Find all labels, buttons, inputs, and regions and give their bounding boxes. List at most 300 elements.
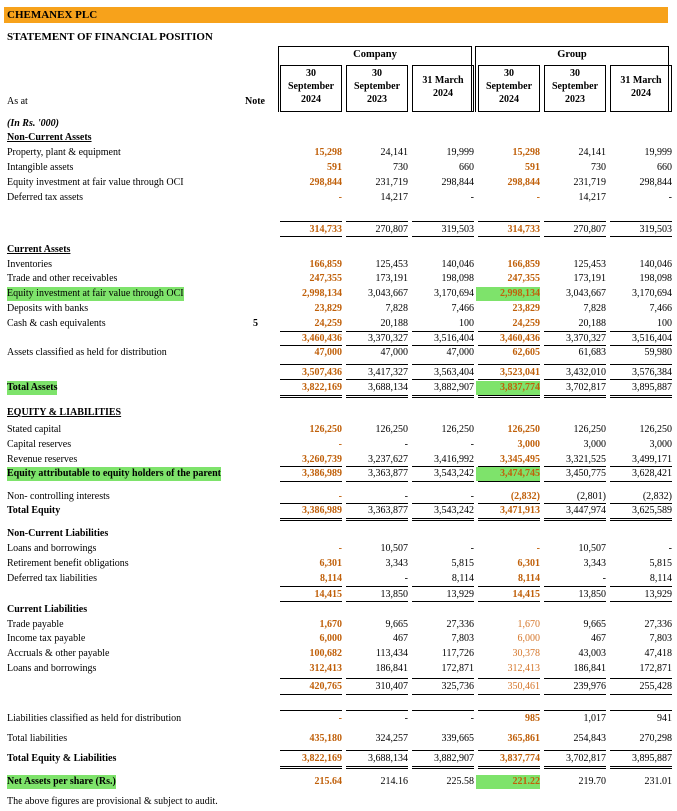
- cell-group-sep-2024: 3,474,745: [476, 467, 540, 481]
- cell-company-sep-2024: 14,415: [314, 589, 342, 600]
- cell-group-mar-2024: 47,418: [644, 648, 672, 659]
- total-rule: [610, 766, 672, 769]
- subtotal-rule: [478, 379, 540, 380]
- subtotal-rule: [280, 331, 342, 332]
- cell-company-sep-2024: 6,301: [319, 558, 342, 569]
- cell-group-mar-2024: 3,000: [649, 439, 672, 450]
- cell-company-mar-2024: 7,803: [451, 633, 474, 644]
- cell-company-mar-2024: 198,098: [441, 273, 474, 284]
- cell-company-sep-2024: 247,355: [309, 273, 342, 284]
- cell-company-sep-2024: -: [338, 192, 342, 203]
- subtotal-rule: [610, 678, 672, 679]
- note-column-header: Note: [245, 96, 265, 107]
- cell-company-sep-2024: 166,859: [309, 259, 342, 270]
- cell-group-mar-2024: 7,803: [649, 633, 672, 644]
- cell-company-sep-2023: 467: [393, 633, 408, 644]
- statement-title: STATEMENT OF FINANCIAL POSITION: [7, 31, 213, 43]
- subtotal-rule: [412, 601, 474, 602]
- subtotal-rule: [346, 678, 408, 679]
- subtotal-rule: [478, 710, 540, 711]
- cell-group-sep-2023: 3,370,327: [566, 333, 606, 344]
- cell-group-mar-2024: 198,098: [639, 273, 672, 284]
- subtotal-rule: [610, 364, 672, 365]
- subtotal-rule: [610, 379, 672, 380]
- cell-group-mar-2024: 298,844: [639, 177, 672, 188]
- cell-company-sep-2024: 100,682: [309, 648, 342, 659]
- subtotal-rule: [478, 331, 540, 332]
- subtotal-rule: [280, 466, 342, 467]
- company-mar-2024-header-l1: 31 March: [422, 75, 464, 86]
- cell-group-sep-2024: 3,460,436: [500, 333, 540, 344]
- total-rule: [544, 766, 606, 769]
- cell-group-sep-2024: (2,832): [510, 491, 540, 502]
- cell-company-sep-2023: 730: [393, 162, 408, 173]
- cell-group-mar-2024: 7,466: [649, 303, 672, 314]
- subtotal-rule: [412, 221, 474, 222]
- cell-group-sep-2024: 30,378: [512, 648, 540, 659]
- subtotal-rule: [280, 221, 342, 222]
- cell-company-sep-2024: 3,386,989: [302, 505, 342, 516]
- cell-company-sep-2024: 3,260,739: [302, 454, 342, 465]
- subtotal-rule: [412, 345, 474, 346]
- total-rule: [478, 766, 540, 769]
- cell-company-sep-2024: 8,114: [320, 573, 342, 584]
- row-label: Trade and other receivables: [7, 273, 118, 284]
- cell-company-mar-2024: 47,000: [446, 347, 474, 358]
- row-label: (In Rs. '000): [7, 118, 59, 129]
- subtotal-rule: [478, 678, 540, 679]
- total-rule: [412, 518, 474, 521]
- cell-company-sep-2024: 312,413: [309, 663, 342, 674]
- cell-group-sep-2023: 24,141: [578, 147, 606, 158]
- row-label: Current Liabilities: [7, 604, 88, 615]
- row-label: EQUITY & LIABILITIES: [7, 407, 122, 418]
- cell-company-mar-2024: 13,929: [446, 589, 474, 600]
- cell-company-sep-2024: -: [338, 713, 342, 724]
- cell-company-sep-2024: 3,507,436: [302, 367, 342, 378]
- subtotal-rule: [544, 710, 606, 711]
- subtotal-rule: [412, 466, 474, 467]
- cell-company-sep-2023: 3,417,327: [368, 367, 408, 378]
- cell-company-sep-2024: 47,000: [314, 347, 342, 358]
- cell-group-sep-2024: 6,301: [517, 558, 540, 569]
- cell-group-sep-2023: 3,450,775: [566, 468, 606, 479]
- cell-group-sep-2023: 13,850: [578, 589, 606, 600]
- subtotal-rule: [346, 345, 408, 346]
- cell-group-sep-2023: 126,250: [573, 424, 606, 435]
- total-rule: [346, 518, 408, 521]
- subtotal-rule: [346, 379, 408, 380]
- subtotal-rule: [610, 345, 672, 346]
- cell-group-sep-2023: 270,807: [573, 224, 606, 235]
- cell-company-sep-2023: 10,507: [380, 543, 408, 554]
- cell-group-mar-2024: -: [668, 543, 672, 554]
- company-banner: [4, 7, 668, 23]
- cell-group-sep-2023: (2,801): [576, 491, 606, 502]
- cell-company-sep-2023: 7,828: [385, 303, 408, 314]
- subtotal-rule: [280, 236, 342, 237]
- cell-company-mar-2024: 140,046: [441, 259, 474, 270]
- cell-company-sep-2023: 173,191: [375, 273, 408, 284]
- cell-company-sep-2024: 1,670: [319, 619, 342, 630]
- row-label: Capital reserves: [7, 439, 72, 450]
- cell-group-sep-2023: 9,665: [583, 619, 606, 630]
- cell-group-sep-2023: 3,343: [583, 558, 606, 569]
- subtotal-rule: [280, 750, 342, 751]
- cell-group-sep-2023: 3,702,817: [566, 382, 606, 393]
- cell-group-mar-2024: 3,170,694: [632, 288, 672, 299]
- cell-company-sep-2024: 435,180: [309, 733, 342, 744]
- cell-group-sep-2023: 254,843: [573, 733, 606, 744]
- total-rule: [478, 518, 540, 521]
- cell-group-sep-2023: 186,841: [573, 663, 606, 674]
- total-rule: [478, 395, 540, 398]
- subtotal-rule: [280, 503, 342, 504]
- cell-company-mar-2024: 117,726: [441, 648, 474, 659]
- cell-group-mar-2024: 5,815: [649, 558, 672, 569]
- subtotal-rule: [412, 586, 474, 587]
- row-label: Loans and borrowings: [7, 663, 97, 674]
- cell-group-mar-2024: 59,980: [644, 347, 672, 358]
- total-rule: [610, 395, 672, 398]
- cell-company-sep-2023: 3,363,877: [368, 505, 408, 516]
- row-label: Accruals & other payable: [7, 648, 110, 659]
- cell-group-mar-2024: 13,929: [644, 589, 672, 600]
- subtotal-rule: [610, 586, 672, 587]
- cell-group-mar-2024: 3,516,404: [632, 333, 672, 344]
- cell-group-sep-2024: 314,733: [507, 224, 540, 235]
- cell-company-sep-2024: 15,298: [314, 147, 342, 158]
- cell-group-sep-2023: 3,321,525: [566, 454, 606, 465]
- subtotal-rule: [544, 750, 606, 751]
- subtotal-rule: [478, 601, 540, 602]
- cell-group-sep-2024: 365,861: [507, 733, 540, 744]
- cell-group-sep-2024: 2,998,134: [476, 287, 540, 301]
- cell-group-sep-2024: 3,837,774: [476, 381, 540, 395]
- row-label: Non-Current Liabilities: [7, 528, 109, 539]
- subtotal-rule: [478, 466, 540, 467]
- cell-group-sep-2023: 125,453: [573, 259, 606, 270]
- cell-company-sep-2024: 3,460,436: [302, 333, 342, 344]
- company-sep-2024-header-l3: 2024: [301, 94, 321, 105]
- group-sep-2023-header-l2: September: [551, 81, 599, 92]
- cell-group-sep-2023: -: [602, 573, 606, 584]
- cell-group-mar-2024: 100: [657, 318, 672, 329]
- cell-company-sep-2023: 113,434: [375, 648, 408, 659]
- cell-group-sep-2023: 467: [591, 633, 606, 644]
- subtotal-rule: [478, 750, 540, 751]
- total-rule: [280, 518, 342, 521]
- cell-company-mar-2024: 3,170,694: [434, 288, 474, 299]
- cell-group-sep-2024: -: [536, 543, 540, 554]
- row-label: Equity investment at fair value through OCI: [7, 177, 184, 188]
- cell-company-sep-2023: 126,250: [375, 424, 408, 435]
- subtotal-rule: [412, 481, 474, 482]
- subtotal-rule: [544, 481, 606, 482]
- cell-company-mar-2024: 3,882,907: [434, 753, 474, 764]
- cell-group-sep-2024: 3,471,913: [500, 505, 540, 516]
- row-label: Inventories: [7, 259, 52, 270]
- cell-company-mar-2024: -: [470, 439, 474, 450]
- cell-company-sep-2023: -: [404, 573, 408, 584]
- cell-company-sep-2023: 231,719: [375, 177, 408, 188]
- row-label: Deferred tax liabilities: [7, 573, 97, 584]
- cell-group-mar-2024: -: [668, 192, 672, 203]
- subtotal-rule: [346, 236, 408, 237]
- subtotal-rule: [412, 710, 474, 711]
- subtotal-rule: [610, 331, 672, 332]
- cell-group-sep-2024: 8,114: [518, 573, 540, 584]
- cell-company-sep-2023: 3,363,877: [368, 468, 408, 479]
- cell-group-sep-2024: 591: [525, 162, 540, 173]
- row-label: Total Assets: [7, 382, 58, 393]
- cell-group-sep-2023: 3,000: [583, 439, 606, 450]
- subtotal-rule: [544, 236, 606, 237]
- subtotal-rule: [280, 678, 342, 679]
- cell-company-mar-2024: 325,736: [441, 681, 474, 692]
- total-rule: [544, 395, 606, 398]
- subtotal-rule: [280, 481, 342, 482]
- group-group-label: Group: [557, 49, 587, 60]
- footer-disclaimer: The above figures are provisional & subject to audit.: [7, 796, 218, 807]
- cell-group-sep-2024: 247,355: [507, 273, 540, 284]
- cell-group-sep-2023: 3,043,667: [566, 288, 606, 299]
- cell-company-sep-2023: 3,343: [385, 558, 408, 569]
- cell-group-sep-2024: 126,250: [507, 424, 540, 435]
- cell-company-sep-2023: 186,841: [375, 663, 408, 674]
- subtotal-rule: [346, 750, 408, 751]
- row-label: Retirement benefit obligations: [7, 558, 129, 569]
- subtotal-rule: [280, 710, 342, 711]
- cell-group-sep-2024: 23,829: [512, 303, 540, 314]
- cell-group-mar-2024: 8,114: [649, 573, 672, 584]
- cell-company-mar-2024: 19,999: [446, 147, 474, 158]
- cell-company-sep-2023: 20,188: [380, 318, 408, 329]
- cell-group-sep-2023: 730: [591, 162, 606, 173]
- cell-group-mar-2024: 140,046: [639, 259, 672, 270]
- cell-group-sep-2023: 14,217: [578, 192, 606, 203]
- subtotal-rule: [478, 221, 540, 222]
- cell-company-sep-2024: 591: [327, 162, 342, 173]
- company-mar-2024-header-l2: 2024: [433, 88, 453, 99]
- cell-group-sep-2023: 10,507: [578, 543, 606, 554]
- row-label: Deferred tax assets: [7, 192, 84, 203]
- total-rule: [412, 395, 474, 398]
- subtotal-rule: [346, 466, 408, 467]
- cell-company-mar-2024: -: [470, 192, 474, 203]
- group-sep-2024-header-l2: September: [485, 81, 533, 92]
- cell-company-sep-2024: 3,386,989: [302, 468, 342, 479]
- subtotal-rule: [412, 364, 474, 365]
- total-rule: [280, 766, 342, 769]
- subtotal-rule: [412, 678, 474, 679]
- cell-company-sep-2023: 125,453: [375, 259, 408, 270]
- row-label: Deposits with banks: [7, 303, 89, 314]
- cell-group-sep-2024: 14,415: [512, 589, 540, 600]
- subtotal-rule: [346, 586, 408, 587]
- cell-group-sep-2024: 166,859: [507, 259, 540, 270]
- cell-company-sep-2023: -: [404, 713, 408, 724]
- cell-group-sep-2023: 1,017: [583, 713, 606, 724]
- subtotal-rule: [346, 503, 408, 504]
- row-label: Equity attributable to equity holders of the parent: [7, 468, 221, 479]
- cell-company-mar-2024: -: [470, 543, 474, 554]
- row-label: Loans and borrowings: [7, 543, 97, 554]
- cell-company-mar-2024: 5,815: [451, 558, 474, 569]
- cell-company-sep-2023: 13,850: [380, 589, 408, 600]
- row-label: Revenue reserves: [7, 454, 78, 465]
- subtotal-rule: [478, 236, 540, 237]
- subtotal-rule: [544, 221, 606, 222]
- cell-group-sep-2024: 3,523,041: [500, 367, 540, 378]
- cell-company-sep-2023: 310,407: [375, 681, 408, 692]
- subtotal-rule: [346, 364, 408, 365]
- cell-company-mar-2024: 7,466: [451, 303, 474, 314]
- subtotal-rule: [412, 331, 474, 332]
- cell-company-mar-2024: -: [470, 491, 474, 502]
- cell-group-sep-2024: 312,413: [507, 663, 540, 674]
- group-sep-2024-header-l1: 30: [504, 68, 514, 79]
- cell-company-sep-2023: 3,688,134: [368, 382, 408, 393]
- cell-group-sep-2024: 298,844: [507, 177, 540, 188]
- row-label: Liabilities classified as held for distribution: [7, 713, 182, 724]
- row-note: 5: [253, 318, 258, 329]
- subtotal-rule: [544, 503, 606, 504]
- subtotal-rule: [544, 601, 606, 602]
- cell-group-sep-2023: 239,976: [573, 681, 606, 692]
- cell-company-sep-2024: 2,998,134: [302, 288, 342, 299]
- company-sep-2024-header-l2: September: [287, 81, 335, 92]
- cell-group-sep-2024: 221.22: [476, 775, 540, 789]
- cell-group-mar-2024: 3,895,887: [632, 753, 672, 764]
- cell-group-mar-2024: 126,250: [639, 424, 672, 435]
- cell-company-mar-2024: 100: [459, 318, 474, 329]
- row-label: Stated capital: [7, 424, 62, 435]
- cell-company-mar-2024: 3,543,242: [434, 468, 474, 479]
- subtotal-rule: [610, 221, 672, 222]
- company-sep-2023-header-l1: 30: [372, 68, 382, 79]
- cell-company-sep-2023: 14,217: [380, 192, 408, 203]
- cell-company-mar-2024: 3,516,404: [434, 333, 474, 344]
- company-sep-2024-header-l1: 30: [306, 68, 316, 79]
- group-mar-2024-header-l1: 31 March: [620, 75, 662, 86]
- total-rule: [610, 518, 672, 521]
- cell-company-mar-2024: 126,250: [441, 424, 474, 435]
- cell-company-sep-2024: 3,822,169: [302, 753, 342, 764]
- cell-company-mar-2024: 27,336: [446, 619, 474, 630]
- cell-group-mar-2024: 231.01: [644, 776, 672, 787]
- subtotal-rule: [478, 345, 540, 346]
- subtotal-rule: [610, 710, 672, 711]
- cell-group-mar-2024: 27,336: [644, 619, 672, 630]
- cell-group-sep-2023: 3,447,974: [566, 505, 606, 516]
- subtotal-rule: [412, 379, 474, 380]
- subtotal-rule: [544, 678, 606, 679]
- row-label: Total liabilities: [7, 733, 68, 744]
- group-sep-2023-header-l3: 2023: [565, 94, 585, 105]
- row-label: Trade payable: [7, 619, 64, 630]
- subtotal-rule: [610, 694, 672, 695]
- cell-group-sep-2023: 219.70: [578, 776, 606, 787]
- cell-group-sep-2024: 350,461: [507, 681, 540, 692]
- cell-company-sep-2023: 24,141: [380, 147, 408, 158]
- subtotal-rule: [346, 694, 408, 695]
- subtotal-rule: [610, 236, 672, 237]
- subtotal-rule: [544, 364, 606, 365]
- cell-company-sep-2024: -: [338, 491, 342, 502]
- subtotal-rule: [544, 586, 606, 587]
- cell-company-mar-2024: 3,882,907: [434, 382, 474, 393]
- total-rule: [346, 766, 408, 769]
- cell-company-mar-2024: 660: [459, 162, 474, 173]
- subtotal-rule: [610, 750, 672, 751]
- total-rule: [346, 395, 408, 398]
- cell-group-sep-2024: 62,605: [512, 347, 540, 358]
- cell-company-sep-2023: -: [404, 439, 408, 450]
- cell-group-mar-2024: 3,895,887: [632, 382, 672, 393]
- subtotal-rule: [610, 503, 672, 504]
- cell-group-mar-2024: 319,503: [639, 224, 672, 235]
- cell-group-mar-2024: 255,428: [639, 681, 672, 692]
- row-label: Total Equity & Liabilities: [7, 753, 117, 764]
- company-sep-2023-header-l2: September: [353, 81, 401, 92]
- cell-company-sep-2023: 47,000: [380, 347, 408, 358]
- cell-company-mar-2024: 339,665: [441, 733, 474, 744]
- cell-group-mar-2024: 19,999: [644, 147, 672, 158]
- group-sep-2023-header-l1: 30: [570, 68, 580, 79]
- group-sep-2024-header-l3: 2024: [499, 94, 519, 105]
- cell-group-sep-2024: 3,345,495: [500, 454, 540, 465]
- cell-group-mar-2024: 3,499,171: [632, 454, 672, 465]
- total-rule: [412, 766, 474, 769]
- row-label: Cash & cash equivalents: [7, 318, 106, 329]
- cell-group-sep-2024: 3,837,774: [500, 753, 540, 764]
- cell-company-sep-2023: -: [404, 491, 408, 502]
- total-rule: [280, 395, 342, 398]
- subtotal-rule: [280, 601, 342, 602]
- cell-company-sep-2024: -: [338, 439, 342, 450]
- cell-company-sep-2024: 298,844: [309, 177, 342, 188]
- subtotal-rule: [280, 364, 342, 365]
- row-label: Current Assets: [7, 244, 71, 255]
- cell-company-sep-2024: 3,822,169: [302, 382, 342, 393]
- row-label: Total Equity: [7, 505, 61, 516]
- subtotal-rule: [544, 345, 606, 346]
- subtotal-rule: [478, 694, 540, 695]
- subtotal-rule: [346, 601, 408, 602]
- row-label: Non- controlling interests: [7, 491, 110, 502]
- cell-group-sep-2023: 61,683: [578, 347, 606, 358]
- cell-group-sep-2024: 6,000: [517, 633, 540, 644]
- cell-company-sep-2024: 23,829: [314, 303, 342, 314]
- cell-company-sep-2023: 270,807: [375, 224, 408, 235]
- subtotal-rule: [478, 503, 540, 504]
- cell-group-mar-2024: 3,576,384: [632, 367, 672, 378]
- subtotal-rule: [544, 466, 606, 467]
- cell-group-mar-2024: 270,298: [639, 733, 672, 744]
- row-label: Income tax payable: [7, 633, 86, 644]
- subtotal-rule: [346, 331, 408, 332]
- cell-group-sep-2024: -: [536, 192, 540, 203]
- row-label: Assets classified as held for distribution: [7, 347, 167, 358]
- subtotal-rule: [544, 331, 606, 332]
- cell-group-sep-2023: 3,702,817: [566, 753, 606, 764]
- cell-company-sep-2023: 3,237,627: [368, 454, 408, 465]
- cell-company-sep-2023: 3,688,134: [368, 753, 408, 764]
- subtotal-rule: [346, 710, 408, 711]
- subtotal-rule: [478, 481, 540, 482]
- subtotal-rule: [412, 236, 474, 237]
